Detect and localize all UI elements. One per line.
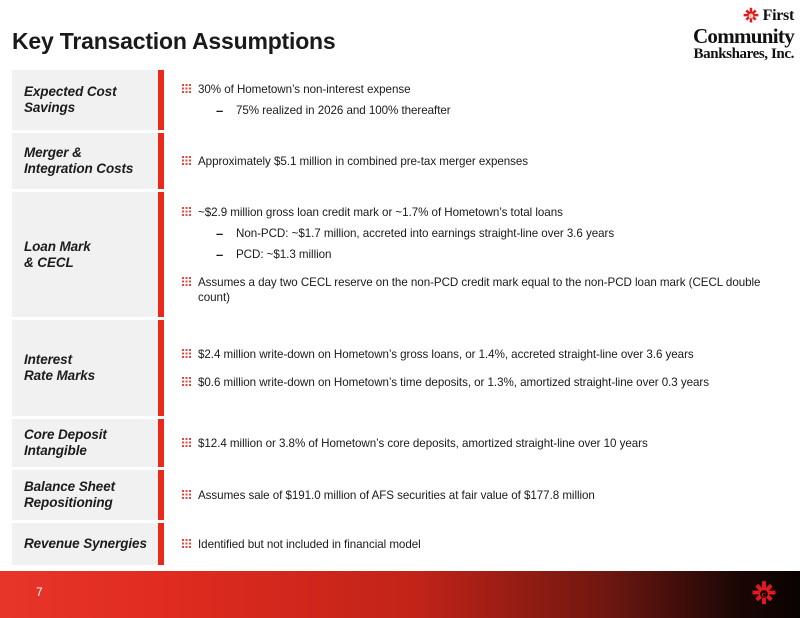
svg-text:C: C xyxy=(761,591,767,599)
row-content-cell xyxy=(164,470,786,520)
row-label-cell xyxy=(12,133,158,189)
bullet-text: Assumes a day two CECL reserve on the non-PCD credit mark equal to the non-PCD loan mark (CECL double count) xyxy=(198,275,761,304)
bullet-text: ~$2.9 million gross loan credit mark or ~1.7% of Hometown’s total loans xyxy=(198,205,563,219)
bullet-item xyxy=(182,347,780,362)
slide-header xyxy=(0,0,800,68)
red-square-bullet-icon xyxy=(182,154,198,165)
bullet-item xyxy=(182,154,780,169)
red-square-bullet-icon xyxy=(182,537,198,548)
spacer xyxy=(182,265,780,272)
company-logo xyxy=(662,6,794,60)
bullet-item xyxy=(182,436,780,451)
logo-top-row xyxy=(662,6,794,26)
red-square-bullet-icon xyxy=(182,347,198,358)
row-content-cell xyxy=(164,133,786,189)
red-square-bullet-icon xyxy=(182,205,198,216)
bullet-item xyxy=(182,537,780,552)
row-label-text: Core Deposit Intangible xyxy=(24,427,107,458)
assumptions-table xyxy=(12,70,786,568)
row-content-cell xyxy=(164,419,786,467)
row-label-cell xyxy=(12,419,158,467)
bullet-text: Identified but not included in financial model xyxy=(198,537,421,551)
red-square-bullet-icon xyxy=(182,375,198,386)
fcbi-star-logo-icon xyxy=(742,7,760,25)
sub-bullet-item xyxy=(216,226,780,241)
bullet-item xyxy=(182,275,780,305)
logo-line-community: Community xyxy=(692,24,794,48)
bullet-text: $0.6 million write-down on Hometown’s time deposits, or 1.3%, amortized straight-line over 0.3 years xyxy=(198,375,709,389)
row-content-cell xyxy=(164,192,786,317)
sub-bullet-item xyxy=(216,247,780,262)
sub-bullet-text: 75% realized in 2026 and 100% thereafter xyxy=(236,104,451,117)
bullet-text: Assumes sale of $191.0 million of AFS securities at fair value of $177.8 million xyxy=(198,488,595,502)
row-label-cell xyxy=(12,192,158,317)
table-row xyxy=(12,192,786,317)
table-row xyxy=(12,419,786,467)
table-row xyxy=(12,133,786,189)
page-number: 7 xyxy=(36,585,43,599)
red-square-bullet-icon xyxy=(182,488,198,499)
row-label-text: Loan Mark & CECL xyxy=(24,238,91,270)
table-row xyxy=(12,320,786,416)
bullet-text: Approximately $5.1 million in combined pre-tax merger expenses xyxy=(198,154,529,168)
row-content-cell xyxy=(164,70,786,130)
table-row xyxy=(12,70,786,130)
red-square-bullet-icon xyxy=(182,275,198,286)
row-label-cell xyxy=(12,470,158,520)
logo-line-first: First xyxy=(762,7,794,24)
bullet-item xyxy=(182,82,780,97)
svg-text:C: C xyxy=(749,13,753,19)
footer-fcbi-star-logo-icon xyxy=(750,580,778,608)
dash-bullet-icon: – xyxy=(216,225,224,241)
page-title: Key Transaction Assumptions xyxy=(12,28,336,54)
logo-line-bankshares: Bankshares, Inc. xyxy=(693,46,794,62)
bullet-item xyxy=(182,205,780,220)
red-square-bullet-icon xyxy=(182,436,198,447)
bullet-item xyxy=(182,488,780,503)
table-row xyxy=(12,523,786,565)
row-label-text: Merger & Integration Costs xyxy=(24,145,134,176)
sub-bullet-text: PCD: ~$1.3 million xyxy=(236,247,332,261)
bullet-text: $2.4 million write-down on Hometown’s gross loans, or 1.4%, accreted straight-line over 3.6 years xyxy=(198,347,694,361)
row-label-cell xyxy=(12,70,158,130)
bullet-text: $12.4 million or 3.8% of Hometown’s core deposits, amortized straight-line over 10 years xyxy=(198,436,648,450)
bullet-item xyxy=(182,375,780,390)
bullet-text: 30% of Hometown’s non-interest expense xyxy=(198,83,411,96)
row-label-text: Revenue Synergies xyxy=(24,536,147,551)
row-label-text: Expected Cost Savings xyxy=(24,84,117,115)
dash-bullet-icon: – xyxy=(216,246,224,262)
slide-footer xyxy=(0,571,800,618)
row-content-cell xyxy=(164,523,786,565)
red-square-bullet-icon xyxy=(182,82,198,93)
spacer xyxy=(182,365,780,372)
row-label-cell xyxy=(12,523,158,565)
row-content-cell xyxy=(164,320,786,416)
row-label-cell xyxy=(12,320,158,416)
table-row xyxy=(12,470,786,520)
row-label-text: Interest Rate Marks xyxy=(24,352,96,383)
dash-bullet-icon: – xyxy=(216,103,224,118)
row-label-text: Balance Sheet Repositioning xyxy=(24,479,115,510)
sub-bullet-item xyxy=(216,103,780,118)
sub-bullet-text: Non-PCD: ~$1.7 million, accreted into earnings straight-line over 3.6 years xyxy=(236,226,615,240)
